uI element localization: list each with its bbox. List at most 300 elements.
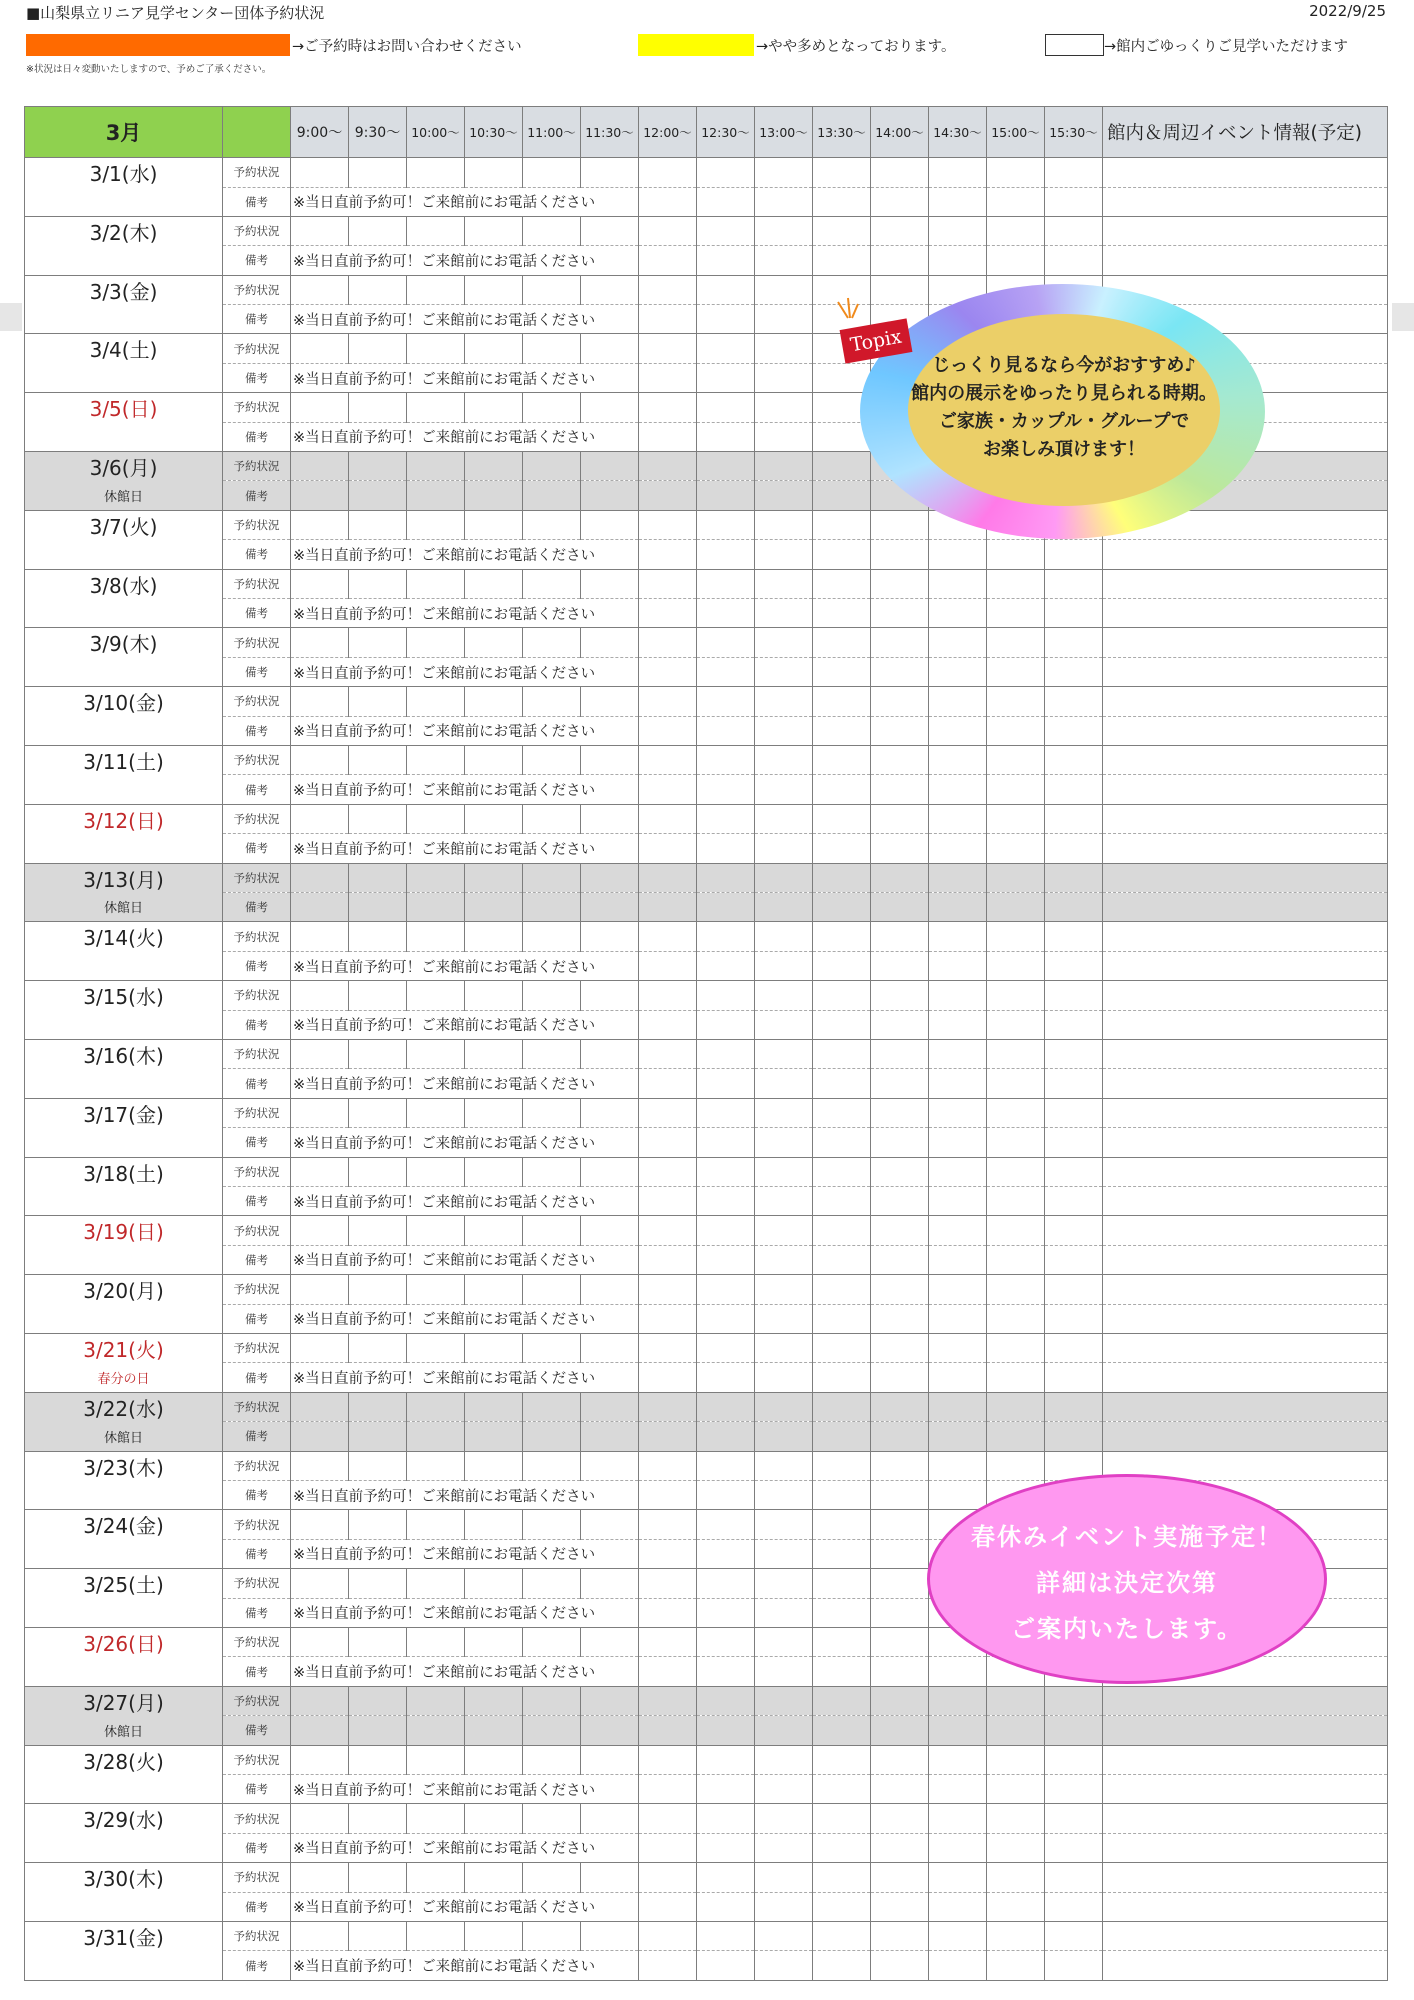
slot-cell [813, 804, 871, 834]
date-cell: 3/31(金) [25, 1921, 223, 1951]
memo-cell [929, 246, 987, 275]
memo-cell [697, 1598, 755, 1627]
event-cell [1103, 1187, 1388, 1216]
slot-cell [697, 1275, 755, 1305]
memo-cell [697, 1422, 755, 1451]
memo-label: 備考 [223, 1539, 291, 1568]
table-row [25, 1304, 1388, 1333]
status-label: 予約状況 [223, 981, 291, 1011]
memo-label: 備考 [223, 1304, 291, 1333]
slot-cell [987, 628, 1045, 658]
table-row [25, 1187, 1388, 1216]
memo-cell [871, 1128, 929, 1157]
slot-cell [407, 745, 465, 775]
slot-cell [581, 804, 639, 834]
memo-cell [581, 1716, 639, 1745]
event-cell [1103, 775, 1388, 804]
slot-cell [813, 628, 871, 658]
label-header [223, 107, 291, 158]
memo-cell [697, 1069, 755, 1098]
slot-cell [697, 1745, 755, 1775]
event-cell [1103, 1686, 1388, 1716]
slot-cell [407, 804, 465, 834]
slot-cell [755, 1745, 813, 1775]
legend-text-free: →館内ごゆっくりご見学いただけます [1104, 39, 1349, 55]
status-label: 予約状況 [223, 1510, 291, 1540]
slot-cell [291, 569, 349, 599]
event-cell [1103, 981, 1388, 1011]
memo-cell [755, 481, 813, 510]
slot-cell [813, 158, 871, 188]
memo-cell [813, 1657, 871, 1686]
slot-cell [639, 393, 697, 423]
memo-cell [697, 246, 755, 275]
slot-cell [697, 628, 755, 658]
slot-cell [813, 1039, 871, 1069]
slot-cell [755, 569, 813, 599]
slot-cell [813, 1451, 871, 1481]
status-label: 予約状況 [223, 275, 291, 305]
memo-cell [929, 187, 987, 216]
slot-cell [929, 922, 987, 952]
status-label: 予約状況 [223, 1745, 291, 1775]
table-row [25, 657, 1388, 686]
slot-cell [465, 1510, 523, 1540]
slot-cell [929, 1863, 987, 1893]
memo-cell [929, 657, 987, 686]
slot-cell [697, 1392, 755, 1422]
slot-cell [291, 1157, 349, 1187]
memo-cell [813, 1187, 871, 1216]
slot-cell [871, 569, 929, 599]
status-label: 予約状況 [223, 1569, 291, 1599]
slot-cell [581, 1921, 639, 1951]
time-header: 11:00〜 [523, 107, 581, 158]
slot-cell [581, 451, 639, 481]
slot-cell [523, 158, 581, 188]
slot-cell [871, 216, 929, 246]
memo-cell [697, 187, 755, 216]
time-header: 9:00〜 [291, 107, 349, 158]
memo-cell [755, 716, 813, 745]
slot-cell [639, 1451, 697, 1481]
day-note-cell [25, 1892, 223, 1921]
slot-cell [755, 1392, 813, 1422]
slot-cell [1045, 1039, 1103, 1069]
slot-cell [291, 393, 349, 423]
slot-cell [407, 1627, 465, 1657]
memo-cell [1045, 1010, 1103, 1039]
memo-cell [639, 1892, 697, 1921]
memo-cell [639, 951, 697, 980]
slot-cell [349, 745, 407, 775]
event-cell [1103, 1716, 1388, 1745]
slot-cell [755, 628, 813, 658]
slot-cell [291, 1686, 349, 1716]
memo-cell: ※当日直前予約可！ご来館前にお電話ください [291, 834, 639, 863]
memo-cell [871, 1245, 929, 1274]
memo-cell [755, 657, 813, 686]
memo-cell [1045, 716, 1103, 745]
topix-tag: Topix [840, 318, 913, 363]
memo-cell [987, 1010, 1045, 1039]
status-label: 予約状況 [223, 1039, 291, 1069]
slot-cell [407, 1392, 465, 1422]
memo-cell [1045, 834, 1103, 863]
slot-cell [581, 1039, 639, 1069]
slot-cell [465, 745, 523, 775]
legend [0, 32, 1414, 58]
slot-cell [407, 1863, 465, 1893]
table-row [25, 1157, 1388, 1187]
left-edge-tab [0, 303, 22, 331]
slot-cell [697, 687, 755, 717]
day-note-cell [25, 363, 223, 392]
slot-cell [407, 628, 465, 658]
slot-cell [697, 216, 755, 246]
event-cell [1103, 1216, 1388, 1246]
slot-cell [987, 687, 1045, 717]
slot-cell [581, 393, 639, 423]
slot-cell [871, 1098, 929, 1128]
slot-cell [349, 1216, 407, 1246]
slot-cell [581, 1569, 639, 1599]
slot-cell [291, 981, 349, 1011]
slot-cell [871, 1686, 929, 1716]
slot-cell [813, 922, 871, 952]
slot-cell [987, 922, 1045, 952]
slot-cell [523, 216, 581, 246]
date-cell: 3/17(金) [25, 1098, 223, 1128]
slot-cell [813, 745, 871, 775]
slot-cell [349, 275, 407, 305]
slot-cell [349, 1275, 407, 1305]
memo-label: 備考 [223, 1892, 291, 1921]
memo-cell [813, 1010, 871, 1039]
topix-message [908, 352, 1220, 464]
slot-cell [755, 1039, 813, 1069]
table-row [25, 834, 1388, 863]
slot-cell [929, 981, 987, 1011]
memo-cell [755, 893, 813, 922]
memo-cell [697, 1775, 755, 1804]
memo-cell [639, 1010, 697, 1039]
slot-cell [523, 804, 581, 834]
slot-cell [349, 1333, 407, 1363]
status-label: 予約状況 [223, 687, 291, 717]
slot-cell [987, 804, 1045, 834]
event-cell [1103, 1275, 1388, 1305]
slot-cell [465, 158, 523, 188]
memo-cell [987, 1951, 1045, 1980]
slot-cell [349, 1392, 407, 1422]
memo-cell [639, 1069, 697, 1098]
slot-cell [813, 981, 871, 1011]
memo-cell [755, 951, 813, 980]
memo-cell [291, 481, 349, 510]
memo-cell [987, 599, 1045, 628]
memo-cell [755, 834, 813, 863]
table-row [25, 981, 1388, 1011]
memo-label: 備考 [223, 1598, 291, 1627]
event-cell [1103, 1775, 1388, 1804]
slot-cell [1045, 745, 1103, 775]
memo-cell [813, 893, 871, 922]
slot-cell [523, 1216, 581, 1246]
memo-label: 備考 [223, 834, 291, 863]
memo-cell [407, 481, 465, 510]
status-label: 予約状況 [223, 1157, 291, 1187]
slot-cell [755, 216, 813, 246]
slot-cell [523, 628, 581, 658]
slot-cell [987, 1039, 1045, 1069]
slot-cell [929, 1333, 987, 1363]
memo-cell [813, 1304, 871, 1333]
date-cell: 3/18(土) [25, 1157, 223, 1187]
table-row [25, 1422, 1388, 1451]
memo-cell: ※当日直前予約可！ご来館前にお電話ください [291, 1892, 639, 1921]
memo-cell [639, 1304, 697, 1333]
status-label: 予約状況 [223, 628, 291, 658]
event-cell [1103, 893, 1388, 922]
memo-cell [697, 1892, 755, 1921]
memo-cell: ※当日直前予約可！ご来館前にお電話ください [291, 1245, 639, 1274]
table-row [25, 1098, 1388, 1128]
memo-cell [929, 834, 987, 863]
memo-cell [987, 1069, 1045, 1098]
slot-cell [407, 569, 465, 599]
slot-cell [639, 1863, 697, 1893]
day-note-cell: 休館日 [25, 1716, 223, 1745]
slot-cell [349, 1804, 407, 1834]
table-row [25, 1833, 1388, 1862]
slot-cell [639, 1510, 697, 1540]
slot-cell [291, 804, 349, 834]
slot-cell [929, 569, 987, 599]
slot-cell [639, 1686, 697, 1716]
date-cell: 3/23(木) [25, 1451, 223, 1481]
slot-cell [407, 275, 465, 305]
memo-cell [1045, 1128, 1103, 1157]
date-cell: 3/11(土) [25, 745, 223, 775]
slot-cell [291, 628, 349, 658]
slot-cell [871, 1039, 929, 1069]
slot-cell [929, 1275, 987, 1305]
event-cell [1103, 599, 1388, 628]
memo-cell [871, 1363, 929, 1392]
memo-cell [813, 657, 871, 686]
memo-cell [639, 1951, 697, 1980]
memo-cell [697, 775, 755, 804]
slot-cell [465, 216, 523, 246]
memo-cell [755, 1187, 813, 1216]
slot-cell [639, 922, 697, 952]
memo-cell [581, 893, 639, 922]
slot-cell [465, 334, 523, 364]
slot-cell [581, 1157, 639, 1187]
slot-cell [581, 510, 639, 540]
slot-cell [813, 1216, 871, 1246]
slot-cell [755, 1627, 813, 1657]
date-cell: 3/5(日) [25, 393, 223, 423]
memo-cell [639, 422, 697, 451]
memo-cell [929, 1304, 987, 1333]
table-row [25, 216, 1388, 246]
time-header: 12:00〜 [639, 107, 697, 158]
slot-cell [929, 687, 987, 717]
table-row [25, 1451, 1388, 1481]
memo-cell: ※当日直前予約可！ご来館前にお電話ください [291, 422, 639, 451]
memo-cell [871, 599, 929, 628]
memo-cell [871, 187, 929, 216]
slot-cell [291, 1510, 349, 1540]
slot-cell [1045, 687, 1103, 717]
page-date: 2022/9/25 [1309, 2, 1386, 20]
date-cell: 3/8(水) [25, 569, 223, 599]
memo-cell [813, 599, 871, 628]
memo-label: 備考 [223, 246, 291, 275]
slot-cell [291, 1804, 349, 1834]
memo-cell [987, 246, 1045, 275]
memo-cell [291, 1422, 349, 1451]
slot-cell [871, 1275, 929, 1305]
memo-cell [871, 1716, 929, 1745]
slot-cell [523, 1686, 581, 1716]
time-header: 13:00〜 [755, 107, 813, 158]
memo-cell [871, 1657, 929, 1686]
slot-cell [639, 745, 697, 775]
slot-cell [523, 687, 581, 717]
status-label: 予約状況 [223, 1804, 291, 1834]
slot-cell [987, 863, 1045, 893]
date-cell: 3/28(火) [25, 1745, 223, 1775]
date-cell: 3/10(金) [25, 687, 223, 717]
topix-line: 館内の展示をゆったり見られる時期。 [911, 383, 1217, 404]
slot-cell [1045, 1275, 1103, 1305]
event-cell [1103, 951, 1388, 980]
slot-cell [755, 863, 813, 893]
slot-cell [871, 687, 929, 717]
memo-cell [871, 1187, 929, 1216]
slot-cell [349, 216, 407, 246]
memo-cell [929, 1481, 987, 1510]
memo-cell [813, 834, 871, 863]
slot-cell [639, 451, 697, 481]
memo-cell [1045, 775, 1103, 804]
slot-cell [581, 981, 639, 1011]
slot-cell [813, 1745, 871, 1775]
event-cell [1103, 1245, 1388, 1274]
memo-cell [407, 1716, 465, 1745]
slot-cell [987, 981, 1045, 1011]
date-cell: 3/2(木) [25, 216, 223, 246]
slot-cell [523, 1804, 581, 1834]
event-cell [1103, 863, 1388, 893]
status-label: 予約状況 [223, 922, 291, 952]
slot-cell [697, 1627, 755, 1657]
slot-cell [349, 922, 407, 952]
slot-cell [929, 1039, 987, 1069]
slot-cell [523, 1569, 581, 1599]
memo-cell [465, 893, 523, 922]
memo-label: 備考 [223, 1069, 291, 1098]
memo-cell [755, 305, 813, 334]
slot-cell [871, 745, 929, 775]
slot-cell [291, 1745, 349, 1775]
memo-cell [755, 1775, 813, 1804]
event-cell [1103, 216, 1388, 246]
table-row [25, 1069, 1388, 1098]
slot-cell [465, 1804, 523, 1834]
slot-cell [1045, 1392, 1103, 1422]
slot-cell [349, 1569, 407, 1599]
memo-cell [987, 1422, 1045, 1451]
memo-label: 備考 [223, 187, 291, 216]
slot-cell [1045, 1804, 1103, 1834]
memo-cell [755, 540, 813, 569]
slot-cell [291, 922, 349, 952]
slot-cell [465, 1863, 523, 1893]
slot-cell [639, 1921, 697, 1951]
table-row [25, 1775, 1388, 1804]
memo-cell: ※当日直前予約可！ご来館前にお電話ください [291, 1010, 639, 1039]
slot-cell [929, 804, 987, 834]
memo-cell [929, 1128, 987, 1157]
event-cell [1103, 657, 1388, 686]
slot-cell [929, 1098, 987, 1128]
memo-cell: ※当日直前予約可！ご来館前にお電話ください [291, 246, 639, 275]
slot-cell [871, 158, 929, 188]
slot-cell [291, 1039, 349, 1069]
memo-cell [755, 1716, 813, 1745]
slot-cell [349, 393, 407, 423]
slot-cell [929, 1745, 987, 1775]
memo-label: 備考 [223, 1951, 291, 1980]
slot-cell [697, 1157, 755, 1187]
memo-cell [755, 1657, 813, 1686]
memo-cell [813, 246, 871, 275]
slot-cell [523, 393, 581, 423]
memo-cell [929, 1657, 987, 1686]
topix-callout [830, 280, 1280, 560]
memo-cell [639, 1481, 697, 1510]
slot-cell [291, 510, 349, 540]
memo-cell [813, 187, 871, 216]
slot-cell [987, 1216, 1045, 1246]
slot-cell [871, 1745, 929, 1775]
slot-cell [987, 1392, 1045, 1422]
slot-cell [813, 1804, 871, 1834]
slot-cell [581, 1098, 639, 1128]
slot-cell [639, 1216, 697, 1246]
slot-cell [755, 334, 813, 364]
slot-cell [407, 1745, 465, 1775]
slot-cell [407, 1804, 465, 1834]
event-cell [1103, 1304, 1388, 1333]
slot-cell [581, 863, 639, 893]
table-row [25, 158, 1388, 188]
memo-cell [697, 1128, 755, 1157]
memo-cell [813, 1775, 871, 1804]
memo-cell [929, 1833, 987, 1862]
status-label: 予約状況 [223, 1451, 291, 1481]
memo-cell [929, 1422, 987, 1451]
event-cell [1103, 1745, 1388, 1775]
memo-cell [987, 1716, 1045, 1745]
slot-cell [639, 1275, 697, 1305]
event-cell [1103, 187, 1388, 216]
slot-cell [581, 628, 639, 658]
